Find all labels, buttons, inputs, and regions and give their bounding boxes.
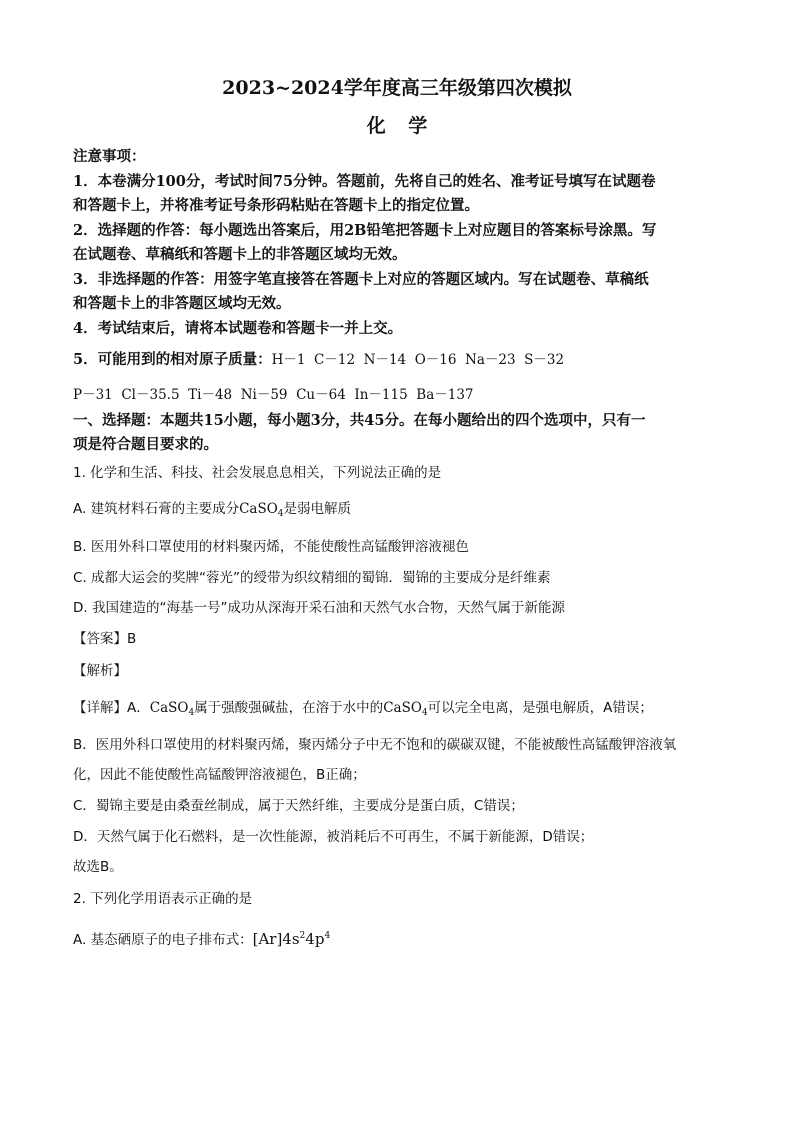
q1-detail-formula-2 xyxy=(383,700,427,716)
q1-stem: 1. 化学和生活、科技、社会发展息息相关，下列说法正确的是 xyxy=(73,465,442,481)
q2-config-sup-2: 4 xyxy=(324,931,331,941)
q1-detail-formula-2-base: CaSO xyxy=(383,700,422,716)
notice-item-3b: 和答题卡上的非答题区域均无效。 xyxy=(73,295,291,312)
section-heading-1: 一、选择题：本题共15小题，每小题3分，共45分。在每小题给出的四个选项中，只有一 xyxy=(73,412,646,429)
q1-formula-base: CaSO xyxy=(239,501,278,517)
notice-item-4: 4．考试结束后，请将本试题卷和答题卡一并上交。 xyxy=(73,320,403,337)
q1-detail-d: D．天然气属于化石燃料，是一次性能源，被消耗后不可再生，不属于新能源，D错误； xyxy=(73,829,594,845)
q1-conclusion: 故选B。 xyxy=(73,859,123,875)
q1-detail-middle: 属于强酸强碱盐，在溶于水中的 xyxy=(194,700,384,716)
q1-detail-tail: 可以完全电离，是强电解质，A错误； xyxy=(427,700,653,716)
subject-title: 化 学 xyxy=(366,115,428,137)
atomic-masses-1: H－1 C－12 N－14 O－16 Na－23 S－32 xyxy=(271,352,565,368)
section-heading-2: 项是符合题目要求的。 xyxy=(73,436,218,453)
q2-config-mid: 4p xyxy=(305,930,325,948)
q1-option-b: B. 医用外科口罩使用的材料聚丙烯，不能使酸性高锰酸钾溶液褪色 xyxy=(73,539,469,555)
q1-option-a xyxy=(73,499,351,524)
q1-detail-formula-1 xyxy=(150,700,194,716)
q2-option-a xyxy=(73,926,330,950)
notice-item-5 xyxy=(73,350,564,370)
q2-option-a-text: A. 基态硒原子的电子排布式： xyxy=(73,932,253,948)
atomic-masses-2: P－31 Cl－35.5 Ti－48 Ni－59 Cu－64 In－115 Ba－137 xyxy=(73,387,474,403)
q1-detail-formula-2-sub: 4 xyxy=(421,708,428,718)
q1-option-a-text: A. 建筑材料石膏的主要成分 xyxy=(73,501,240,517)
notice-item-2b: 在试题卷、草稿纸和答题卡上的非答题区域均无效。 xyxy=(73,246,407,263)
atomic-mass-label: 5．可能用到的相对原子质量： xyxy=(73,351,272,368)
notice-item-3a: 3．非选择题的作答：用签字笔直接答在答题卡上对应的答题区域内。写在试题卷、草稿纸 xyxy=(73,271,649,288)
q2-electron-config xyxy=(253,930,331,948)
notice-heading: 注意事项： xyxy=(73,148,146,165)
q1-analysis-label: 【解析】 xyxy=(73,663,127,679)
notice-item-2a: 2．选择题的作答：每小题选出答案后，用2B铅笔把答题卡上对应题目的答案标号涂黑。写 xyxy=(73,222,657,239)
notice-item-1a: 1．本卷满分100分，考试时间75分钟。答题前，先将自己的姓名、准考证号填写在试题卷 xyxy=(73,173,656,190)
q1-answer: 【答案】B xyxy=(73,631,137,647)
q1-detail-c: C．蜀锦主要是由桑蚕丝制成，属于天然纤维，主要成分是蛋白质，C错误； xyxy=(73,798,524,814)
q1-detail-formula-1-base: CaSO xyxy=(149,700,189,716)
q1-option-d: D. 我国建造的“海基一号”成功从深海开采石油和天然气水合物，天然气属于新能源 xyxy=(73,600,565,616)
q2-config-sup-1: 2 xyxy=(299,931,306,941)
q1-option-c: C. 成都大运会的奖牌“蓉光”的绶带为织纹精细的蜀锦．蜀锦的主要成分是纤维素 xyxy=(73,570,551,586)
q1-detail-b-2: 化，因此不能使酸性高锰酸钾溶液褪色，B正确； xyxy=(73,767,366,783)
q1-detail-prefix: 【详解】A． xyxy=(73,700,150,716)
q1-detail-a xyxy=(73,698,653,723)
q1-detail-formula-1-sub: 4 xyxy=(188,708,195,718)
q1-formula-sub: 4 xyxy=(277,509,284,519)
notice-item-1b: 和答题卡上，并将准考证号条形码粘贴在答题卡上的指定位置。 xyxy=(73,197,479,214)
q1-formula xyxy=(239,501,283,517)
q1-option-a-tail: 是弱电解质 xyxy=(283,501,352,517)
exam-title: 2023~2024学年度高三年级第四次模拟 xyxy=(222,77,572,99)
q2-stem: 2. 下列化学用语表示正确的是 xyxy=(73,891,253,907)
q2-config-core: [Ar]4s xyxy=(252,930,300,948)
q1-detail-b-1: B．医用外科口罩使用的材料聚丙烯，聚丙烯分子中无不饱和的碳碳双键，不能被酸性高锰酸钾溶液氧 xyxy=(73,737,677,753)
